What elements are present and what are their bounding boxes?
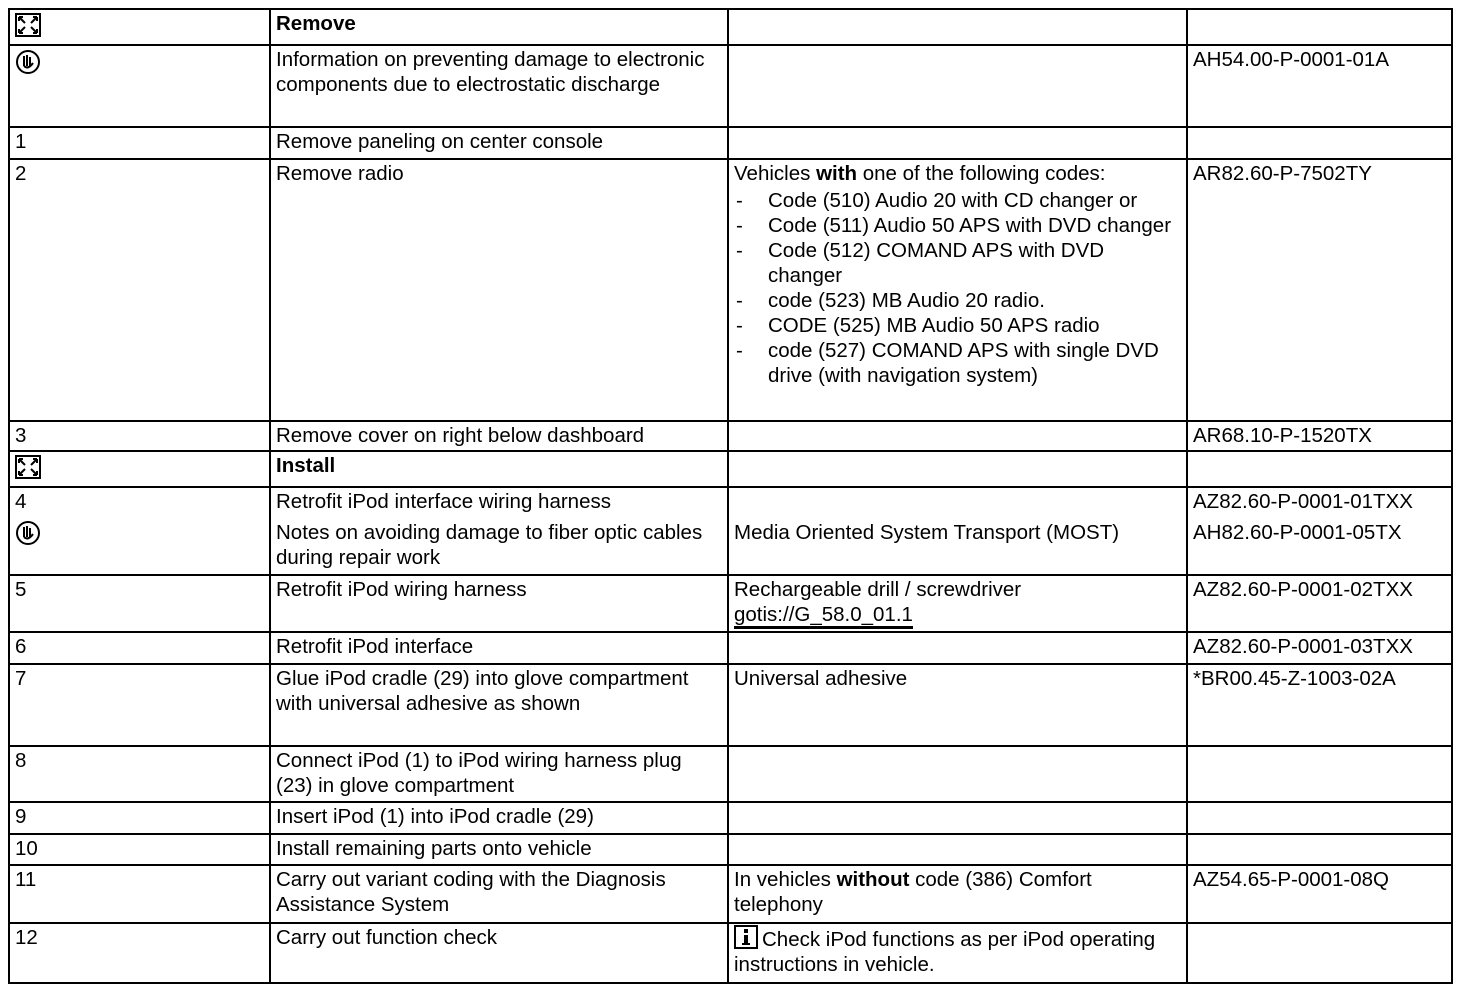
table-row [9, 923, 1452, 983]
reference-link[interactable]: AR68.10-P-1520TX [1187, 421, 1452, 451]
step-description: Carry out variant coding with the Diagnosis Assistance System [270, 865, 728, 923]
reference-cell [1187, 746, 1452, 802]
table-row [9, 159, 1452, 421]
step-number: 4 [15, 490, 27, 513]
step-number: 7 [9, 664, 270, 746]
reference-cell [1187, 127, 1452, 159]
caution-hand-icon [15, 49, 41, 73]
reference-link[interactable]: AZ82.60-P-0001-01TXX [1193, 490, 1413, 513]
table-row [9, 865, 1452, 923]
step-number: 2 [9, 159, 270, 421]
notes-cell [728, 923, 1187, 983]
step-description: Retrofit iPod wiring harness [270, 575, 728, 632]
list-item: - Code (510) Audio 20 with CD changer or [736, 189, 1138, 212]
caution-hand-icon [15, 520, 41, 544]
table-row [9, 487, 1452, 575]
step-cell [9, 451, 270, 487]
step-number: 8 [9, 746, 270, 802]
step-number: 6 [9, 632, 270, 664]
notes-text: Check iPod functions as per iPod operating instructions in vehicle. [734, 928, 1156, 976]
table-row [9, 664, 1452, 746]
table-row [9, 834, 1452, 865]
notes-cell [728, 632, 1187, 664]
step-number: 1 [9, 127, 270, 159]
list-item: - Code (512) COMAND APS with DVD changer [736, 239, 1105, 287]
reference-cell [1187, 9, 1452, 45]
step-description: Insert iPod (1) into iPod cradle (29) [270, 802, 728, 834]
table-row [9, 746, 1452, 802]
reference-cell [1187, 923, 1452, 983]
notes-text: Media Oriented System Transport (MOST) [734, 521, 1120, 544]
step-cell [9, 45, 270, 127]
step-number: 12 [9, 923, 270, 983]
notes-cell [728, 487, 1187, 575]
notes-cell [728, 834, 1187, 865]
notes-cell [728, 127, 1187, 159]
step-number: 9 [9, 802, 270, 834]
tool-name: Rechargeable drill / screwdriver [734, 578, 1022, 601]
notes-cell: In vehicles without code (386) Comfort telephony [728, 865, 1187, 923]
list-item: - Code (511) Audio 50 APS with DVD changer [736, 214, 1172, 237]
table-row [9, 632, 1452, 664]
step-cell [9, 9, 270, 45]
reference-link[interactable]: AH82.60-P-0001-05TX [1193, 521, 1402, 544]
reference-cell [1187, 487, 1452, 575]
info-icon [734, 925, 758, 949]
reference-link[interactable]: AR82.60-P-7502TY [1187, 159, 1452, 421]
reference-cell [1187, 834, 1452, 865]
step-number: 3 [9, 421, 270, 451]
notes-cell [728, 802, 1187, 834]
list-item: - CODE (525) MB Audio 50 APS radio [736, 314, 1100, 337]
reference-link[interactable]: AZ82.60-P-0001-03TXX [1187, 632, 1452, 664]
notes-text: Universal adhesive [728, 664, 1187, 746]
table-row [9, 575, 1452, 632]
notes-cell [728, 421, 1187, 451]
step-description: Retrofit iPod interface [270, 632, 728, 664]
section-title-install: Install [270, 451, 728, 487]
section-title-remove: Remove [270, 9, 728, 45]
step-description: Remove cover on right below dashboard [270, 421, 728, 451]
step-description: Remove paneling on center console [270, 127, 728, 159]
table-row [9, 127, 1452, 159]
step-description [270, 487, 728, 575]
reference-link[interactable]: AZ82.60-P-0001-02TXX [1187, 575, 1452, 632]
step-number: 5 [9, 575, 270, 632]
expand-arrows-icon [15, 13, 41, 37]
reference-link[interactable]: AZ54.65-P-0001-08Q [1187, 865, 1452, 923]
table-row [9, 802, 1452, 834]
step-description-main: Retrofit iPod interface wiring harness [276, 490, 611, 513]
table-row [9, 45, 1452, 127]
table-row-remove-header [9, 9, 1452, 45]
step-description: Install remaining parts onto vehicle [270, 834, 728, 865]
reference-link[interactable]: AH54.00-P-0001-01A [1187, 45, 1452, 127]
notes-cell [728, 451, 1187, 487]
step-description-note: Notes on avoiding damage to fiber optic cables during repair work [276, 521, 703, 569]
notes-intro: Vehicles with one of the following codes: [734, 162, 1106, 185]
code-list [734, 188, 1181, 388]
step-number: 11 [9, 865, 270, 923]
step-description: Carry out function check [270, 923, 728, 983]
expand-arrows-icon [15, 455, 41, 479]
reference-link[interactable]: *BR00.45-Z-1003-02A [1187, 664, 1452, 746]
notes-cell [728, 575, 1187, 632]
step-description: Remove radio [270, 159, 728, 421]
reference-cell [1187, 451, 1452, 487]
step-number: 10 [9, 834, 270, 865]
table-row-install-header [9, 451, 1452, 487]
notes-cell [728, 9, 1187, 45]
notes-cell [728, 45, 1187, 127]
table-row [9, 421, 1452, 451]
notes-cell [728, 159, 1187, 421]
notes-cell [728, 746, 1187, 802]
tool-link[interactable]: gotis://G_58.0_01.1 [734, 604, 913, 629]
list-item: - code (527) COMAND APS with single DVD drive (with navigation system) [736, 339, 1159, 387]
list-item: - code (523) MB Audio 20 radio. [736, 289, 1045, 312]
procedure-table [8, 8, 1453, 984]
step-description: Information on preventing damage to electronic components due to electrostatic discharge [270, 45, 728, 127]
step-description: Connect iPod (1) to iPod wiring harness plug (23) in glove compartment [270, 746, 728, 802]
step-number-cell [9, 487, 270, 575]
step-description: Glue iPod cradle (29) into glove compartment with universal adhesive as shown [270, 664, 728, 746]
reference-cell [1187, 802, 1452, 834]
